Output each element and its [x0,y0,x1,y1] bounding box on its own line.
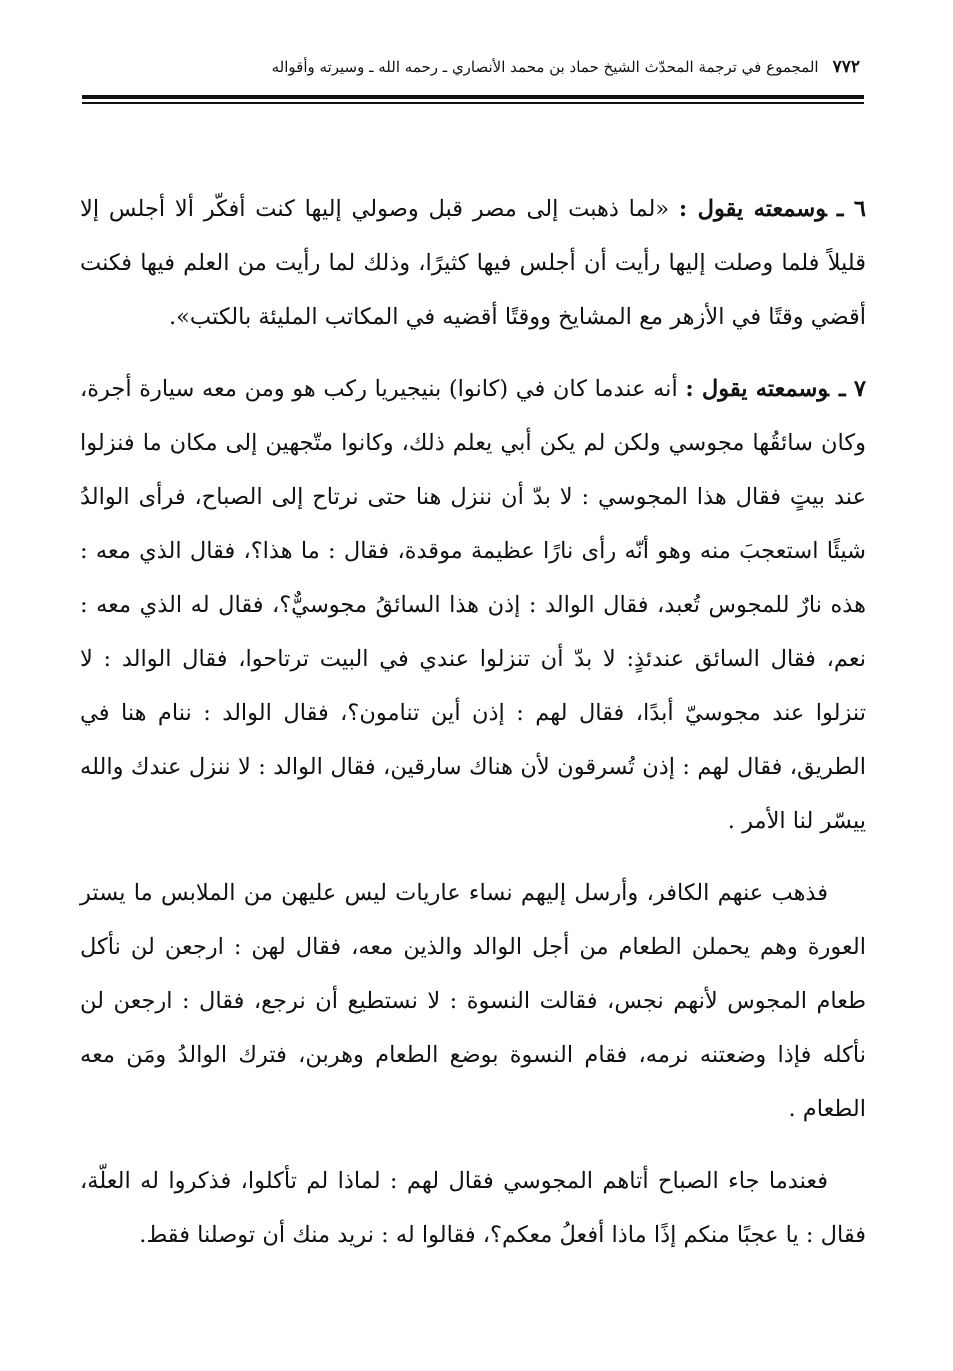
paragraph-text: أنه عندما كان في (كانوا) بنيجيريا ركب هو ومن معه سيارة أجرة، وكان سائقُها مجوسي ولكن لم يكن أبي يعلم ذلك، وكانوا متّجهين إلى مكان ما فنزلوا عند بيتٍ فقال هذا المجوسي : لا بدّ أن ننزل هنا حتى نرتاح إلى الصباح، فرأى الوالدُ شيئًا استعجبَ منه وهو أنّه رأى نارًا عظيمة موقدة، فقال : ما هذا؟، فقال الذي معه : هذه نارٌ للمجوس تُعبد، فقال الوالد : إذن هذا السائقُ مجوسيٌّ؟، فقال له الذي معه : نعم، فقال السائق عندئذٍ: لا بدّ أن تنزلوا عندي في البيت ترتاحوا، فقال الوالد : لا تنزلوا عند مجوسيّ أبدًا، فقال لهم : إذن أين تنامون؟، فقال الوالد : ننام هنا في الطريق، فقال لهم : إذن تُسرقون لأن هناك سارقين، فقال الوالد : لا ننزل عندك والله ييسّر لنا الأمر . [80,376,866,834]
paragraph-continuation-2: فعندما جاء الصباح أتاهم المجوسي فقال لهم : لماذا لم تأكلوا، فذكروا له العلّة، فقال : يا عجبًا منكم إذًا ماذا أفعلُ معكم؟، فقالوا له : نريد منك أن توصلنا فقط. [80,1168,866,1248]
body-text [80,182,866,1262]
paragraph-continuation-1: فذهب عنهم الكافر، وأرسل إليهم نساء عاريات ليس عليهن من الملابس ما يستر العورة وهم يحملن الطعام من أجل الوالد والذين معه، فقال لهن : ارجعن لن نأكل طعام المجوس لأنهم نجس، فقالت النسوة : لا نستطيع أن نرجع، فقال : ارجعن لن نأكله فإذا وضعتنه نرمه، فقام النسوة بوضع الطعام وهربن، فترك الوالدُ ومَن معه الطعام . [80,880,866,1122]
paragraph-number: ٦ ـ [836,196,867,222]
paragraph-6 [80,182,866,344]
page-number: ٧٧٢ [832,57,860,77]
header-rule-thin [82,102,864,104]
paragraph-lead: وسمعته يقول : [678,196,827,222]
header-rule-thick [82,95,864,99]
paragraph-text: «لما ذهبت إلى مصر قبل وصولي إليها كنت أفكّر ألا أجلس إلا قليلاً فلما وصلت إليها رأيت أن أجلس فيها كثيرًا، وذلك لما رأيت من العلم فيها فكنت أقضي وقتًا في الأزهر مع المشايخ ووقتًا أقضيه في المكاتب المليئة بالكتب». [80,196,866,330]
paragraph-lead: وسمعته يقول : [685,376,830,402]
running-title: المجموع في ترجمة المحدّث الشيخ حماد بن محمد الأنصاري ـ رحمه الله ـ وسيرته وأقواله [271,58,819,76]
paragraph-gap [80,1136,866,1154]
paragraph-7 [80,362,866,848]
paragraph-gap [80,848,866,866]
paragraph-number: ٧ ـ [839,376,866,402]
paragraph-gap [80,344,866,362]
running-header [180,52,860,82]
